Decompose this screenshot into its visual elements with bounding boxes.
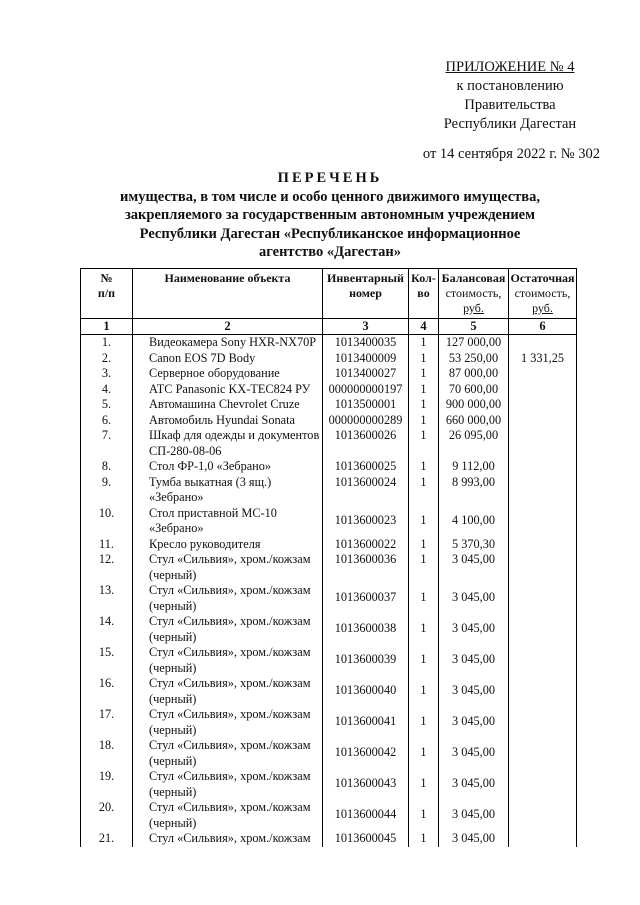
row-name	[133, 506, 323, 537]
row-name	[133, 676, 323, 707]
row-inventory-number: 1013400027	[323, 366, 409, 382]
row-residual-value	[509, 645, 577, 676]
row-name	[133, 800, 323, 831]
decree-reference: от 14 сентября 2022 г. № 302	[422, 146, 600, 162]
row-name-line: (черный)	[149, 815, 197, 830]
row-balance-value: 4 100,00	[439, 506, 509, 537]
table-row	[81, 676, 577, 707]
document-heading	[80, 169, 580, 262]
table-row	[81, 614, 577, 645]
row-quantity: 1	[409, 413, 439, 429]
row-balance-value: 3 045,00	[439, 676, 509, 707]
row-balance-value: 3 045,00	[439, 831, 509, 847]
row-inventory-number: 1013600039	[323, 645, 409, 676]
row-number: 7.	[81, 428, 133, 459]
column-number: 1	[81, 319, 133, 335]
row-inventory-number: 1013600024	[323, 475, 409, 506]
row-name	[133, 552, 323, 583]
row-name-line: Canon EOS 7D Body	[149, 350, 256, 365]
row-name-line: Стул «Сильвия», хром./кожзам	[149, 645, 311, 659]
row-number: 15.	[81, 645, 133, 676]
row-quantity: 1	[409, 769, 439, 800]
appendix-block	[420, 58, 600, 134]
row-inventory-number: 000000000289	[323, 413, 409, 429]
row-balance-value: 5 370,30	[439, 537, 509, 553]
table-row	[81, 366, 577, 382]
row-name-line: Стул «Сильвия», хром./кожзам	[149, 707, 311, 721]
header-residual-value: Остаточная стоимость, руб.	[509, 269, 577, 319]
column-number-row	[81, 319, 577, 335]
row-number: 3.	[81, 366, 133, 382]
column-number: 6	[509, 319, 577, 335]
row-inventory-number: 1013600041	[323, 707, 409, 738]
row-number: 20.	[81, 800, 133, 831]
table-row	[81, 459, 577, 475]
row-balance-value: 3 045,00	[439, 769, 509, 800]
row-residual-value	[509, 428, 577, 459]
row-name-line: «Зебрано»	[149, 521, 204, 535]
row-name-line: Серверное оборудование	[149, 366, 280, 380]
column-number: 2	[133, 319, 323, 335]
row-number: 19.	[81, 769, 133, 800]
row-balance-value: 3 045,00	[439, 614, 509, 645]
row-quantity: 1	[409, 707, 439, 738]
row-inventory-number: 1013600023	[323, 506, 409, 537]
row-name	[133, 831, 323, 847]
row-number: 11.	[81, 537, 133, 553]
row-residual-value	[509, 382, 577, 398]
row-residual-value	[509, 800, 577, 831]
row-name-line: Стул «Сильвия», хром./кожзам	[149, 769, 311, 783]
row-quantity: 1	[409, 397, 439, 413]
row-balance-value: 3 045,00	[439, 552, 509, 583]
row-name-line: Тумба выкатная (3 ящ.)	[149, 474, 272, 489]
row-inventory-number: 1013600037	[323, 583, 409, 614]
row-number: 9.	[81, 475, 133, 506]
row-name-line: (черный)	[149, 598, 197, 613]
row-residual-value	[509, 831, 577, 847]
row-inventory-number: 1013600043	[323, 769, 409, 800]
row-number: 12.	[81, 552, 133, 583]
table-row	[81, 831, 577, 847]
row-balance-value: 26 095,00	[439, 428, 509, 459]
row-name-line: (черный)	[149, 660, 197, 675]
header-name: Наименование объекта	[133, 269, 323, 319]
row-inventory-number: 1013600042	[323, 738, 409, 769]
table-row	[81, 397, 577, 413]
row-residual-value	[509, 676, 577, 707]
row-residual-value	[509, 397, 577, 413]
row-quantity: 1	[409, 382, 439, 398]
row-name	[133, 459, 323, 475]
row-inventory-number: 1013600036	[323, 552, 409, 583]
table-row	[81, 382, 577, 398]
row-quantity: 1	[409, 738, 439, 769]
row-quantity: 1	[409, 366, 439, 382]
row-name-line: (черный)	[149, 691, 197, 706]
row-name-line: Кресло руководителя	[149, 536, 261, 551]
table-row	[81, 413, 577, 429]
row-inventory-number: 000000000197	[323, 382, 409, 398]
row-number: 8.	[81, 459, 133, 475]
row-number: 16.	[81, 676, 133, 707]
row-balance-value: 660 000,00	[439, 413, 509, 429]
row-quantity: 1	[409, 800, 439, 831]
row-name-line: Стул «Сильвия», хром./кожзам	[149, 583, 311, 597]
row-name-line: «Зебрано»	[149, 490, 204, 504]
row-name-line: Стул «Сильвия», хром./кожзам	[149, 800, 311, 814]
row-quantity: 1	[409, 506, 439, 537]
row-quantity: 1	[409, 583, 439, 614]
heading-line: агентство «Дагестан»	[259, 244, 401, 260]
row-quantity: 1	[409, 831, 439, 847]
row-name-line: Видеокамера Sony HXR-NX70P	[149, 335, 317, 349]
heading-line: закрепляемого за государственным автономным учреждением	[124, 207, 535, 223]
row-inventory-number: 1013400035	[323, 335, 409, 351]
row-residual-value	[509, 459, 577, 475]
row-number: 13.	[81, 583, 133, 614]
row-balance-value: 70 600,00	[439, 382, 509, 398]
row-inventory-number: 1013600038	[323, 614, 409, 645]
row-residual-value	[509, 413, 577, 429]
row-inventory-number: 1013600045	[323, 831, 409, 847]
row-residual-value	[509, 537, 577, 553]
row-name-line: (черный)	[149, 629, 197, 644]
row-residual-value: 1 331,25	[509, 351, 577, 367]
header-inventory: Инвентарный номер	[323, 269, 409, 319]
row-residual-value	[509, 738, 577, 769]
row-quantity: 1	[409, 537, 439, 553]
row-number: 5.	[81, 397, 133, 413]
row-balance-value: 3 045,00	[439, 707, 509, 738]
row-name-line: Стул «Сильвия», хром./кожзам	[149, 614, 311, 628]
heading-title: ПЕРЕЧЕНЬ	[277, 170, 383, 186]
row-name-line: Стол ФР-1,0 «Зебрано»	[149, 459, 272, 473]
row-inventory-number: 1013600044	[323, 800, 409, 831]
row-name	[133, 614, 323, 645]
heading-line: Республики Дагестан «Республиканское информационное	[139, 225, 521, 242]
table-row	[81, 645, 577, 676]
row-balance-value: 3 045,00	[439, 645, 509, 676]
table-row	[81, 506, 577, 537]
row-name-line: (черный)	[149, 753, 197, 768]
row-number: 6.	[81, 413, 133, 429]
table-row	[81, 769, 577, 800]
row-balance-value: 900 000,00	[439, 397, 509, 413]
row-balance-value: 53 250,00	[439, 351, 509, 367]
column-number: 4	[409, 319, 439, 335]
row-number: 10.	[81, 506, 133, 537]
row-number: 18.	[81, 738, 133, 769]
row-name-line: АТС Panasonic KX-TEC824 РУ	[149, 381, 311, 396]
table-row	[81, 428, 577, 459]
row-name	[133, 645, 323, 676]
header-quantity: Кол- во	[409, 269, 439, 319]
row-quantity: 1	[409, 552, 439, 583]
row-name	[133, 335, 323, 351]
row-residual-value	[509, 769, 577, 800]
row-name-line: Стул «Сильвия», хром./кожзам	[149, 831, 311, 845]
row-name-line: Стол приставной МС-10	[149, 505, 277, 520]
header-number: № п/п	[81, 269, 133, 319]
row-name-line: (черный)	[149, 567, 197, 582]
row-name	[133, 428, 323, 459]
row-residual-value	[509, 366, 577, 382]
row-inventory-number: 1013500001	[323, 397, 409, 413]
row-name	[133, 397, 323, 413]
row-balance-value: 127 000,00	[439, 335, 509, 351]
row-residual-value	[509, 335, 577, 351]
appendix-line: Республики Дагестан	[443, 116, 577, 132]
row-name-line: СП-280-08-06	[149, 443, 222, 458]
row-residual-value	[509, 707, 577, 738]
row-number: 17.	[81, 707, 133, 738]
row-inventory-number: 1013600026	[323, 428, 409, 459]
row-number: 2.	[81, 351, 133, 367]
table-row	[81, 707, 577, 738]
column-number: 5	[439, 319, 509, 335]
row-quantity: 1	[409, 645, 439, 676]
row-name	[133, 537, 323, 553]
row-name-line: Стул «Сильвия», хром./кожзам	[149, 676, 311, 690]
row-name-line: (черный)	[149, 784, 197, 799]
row-residual-value	[509, 506, 577, 537]
row-inventory-number: 1013600040	[323, 676, 409, 707]
row-quantity: 1	[409, 676, 439, 707]
header-balance-value: Балансовая стоимость, руб.	[439, 269, 509, 319]
row-number: 14.	[81, 614, 133, 645]
row-balance-value: 8 993,00	[439, 475, 509, 506]
row-name-line: Автомашина Chevrolet Cruze	[149, 397, 300, 411]
row-name-line: Стул «Сильвия», хром./кожзам	[149, 552, 311, 566]
row-residual-value	[509, 475, 577, 506]
appendix-line: Правительства	[464, 97, 556, 113]
table-row	[81, 583, 577, 614]
row-inventory-number: 1013400009	[323, 351, 409, 367]
row-number: 4.	[81, 382, 133, 398]
row-quantity: 1	[409, 351, 439, 367]
row-name-line: Автомобиль Hyundai Sonata	[149, 412, 295, 427]
table-row	[81, 335, 577, 351]
row-name-line: Шкаф для одежды и документов	[149, 428, 320, 442]
row-name-line: Стул «Сильвия», хром./кожзам	[149, 738, 311, 752]
row-name	[133, 475, 323, 506]
appendix-line: к постановлению	[456, 78, 564, 94]
row-residual-value	[509, 552, 577, 583]
row-inventory-number: 1013600025	[323, 459, 409, 475]
row-balance-value: 3 045,00	[439, 583, 509, 614]
row-balance-value: 9 112,00	[439, 459, 509, 475]
table-row	[81, 800, 577, 831]
row-name	[133, 366, 323, 382]
row-residual-value	[509, 583, 577, 614]
row-number: 21.	[81, 831, 133, 847]
appendix-title: ПРИЛОЖЕНИЕ № 4	[445, 59, 575, 75]
row-residual-value	[509, 614, 577, 645]
row-number: 1.	[81, 335, 133, 351]
row-name	[133, 707, 323, 738]
table-row	[81, 351, 577, 367]
row-inventory-number: 1013600022	[323, 537, 409, 553]
column-number: 3	[323, 319, 409, 335]
row-name	[133, 583, 323, 614]
row-quantity: 1	[409, 459, 439, 475]
row-quantity: 1	[409, 614, 439, 645]
row-balance-value: 87 000,00	[439, 366, 509, 382]
row-balance-value: 3 045,00	[439, 800, 509, 831]
row-name	[133, 769, 323, 800]
row-name	[133, 738, 323, 769]
table-row	[81, 738, 577, 769]
table-header-row	[81, 269, 577, 319]
heading-line: имущества, в том числе и особо ценного движимого имущества,	[120, 188, 540, 205]
table-row	[81, 475, 577, 506]
row-name-line: (черный)	[149, 722, 197, 737]
row-balance-value: 3 045,00	[439, 738, 509, 769]
row-name	[133, 382, 323, 398]
property-table	[80, 268, 577, 847]
table-row	[81, 552, 577, 583]
row-name	[133, 351, 323, 367]
table-row	[81, 537, 577, 553]
row-quantity: 1	[409, 475, 439, 506]
row-quantity: 1	[409, 428, 439, 459]
row-quantity: 1	[409, 335, 439, 351]
row-name	[133, 413, 323, 429]
